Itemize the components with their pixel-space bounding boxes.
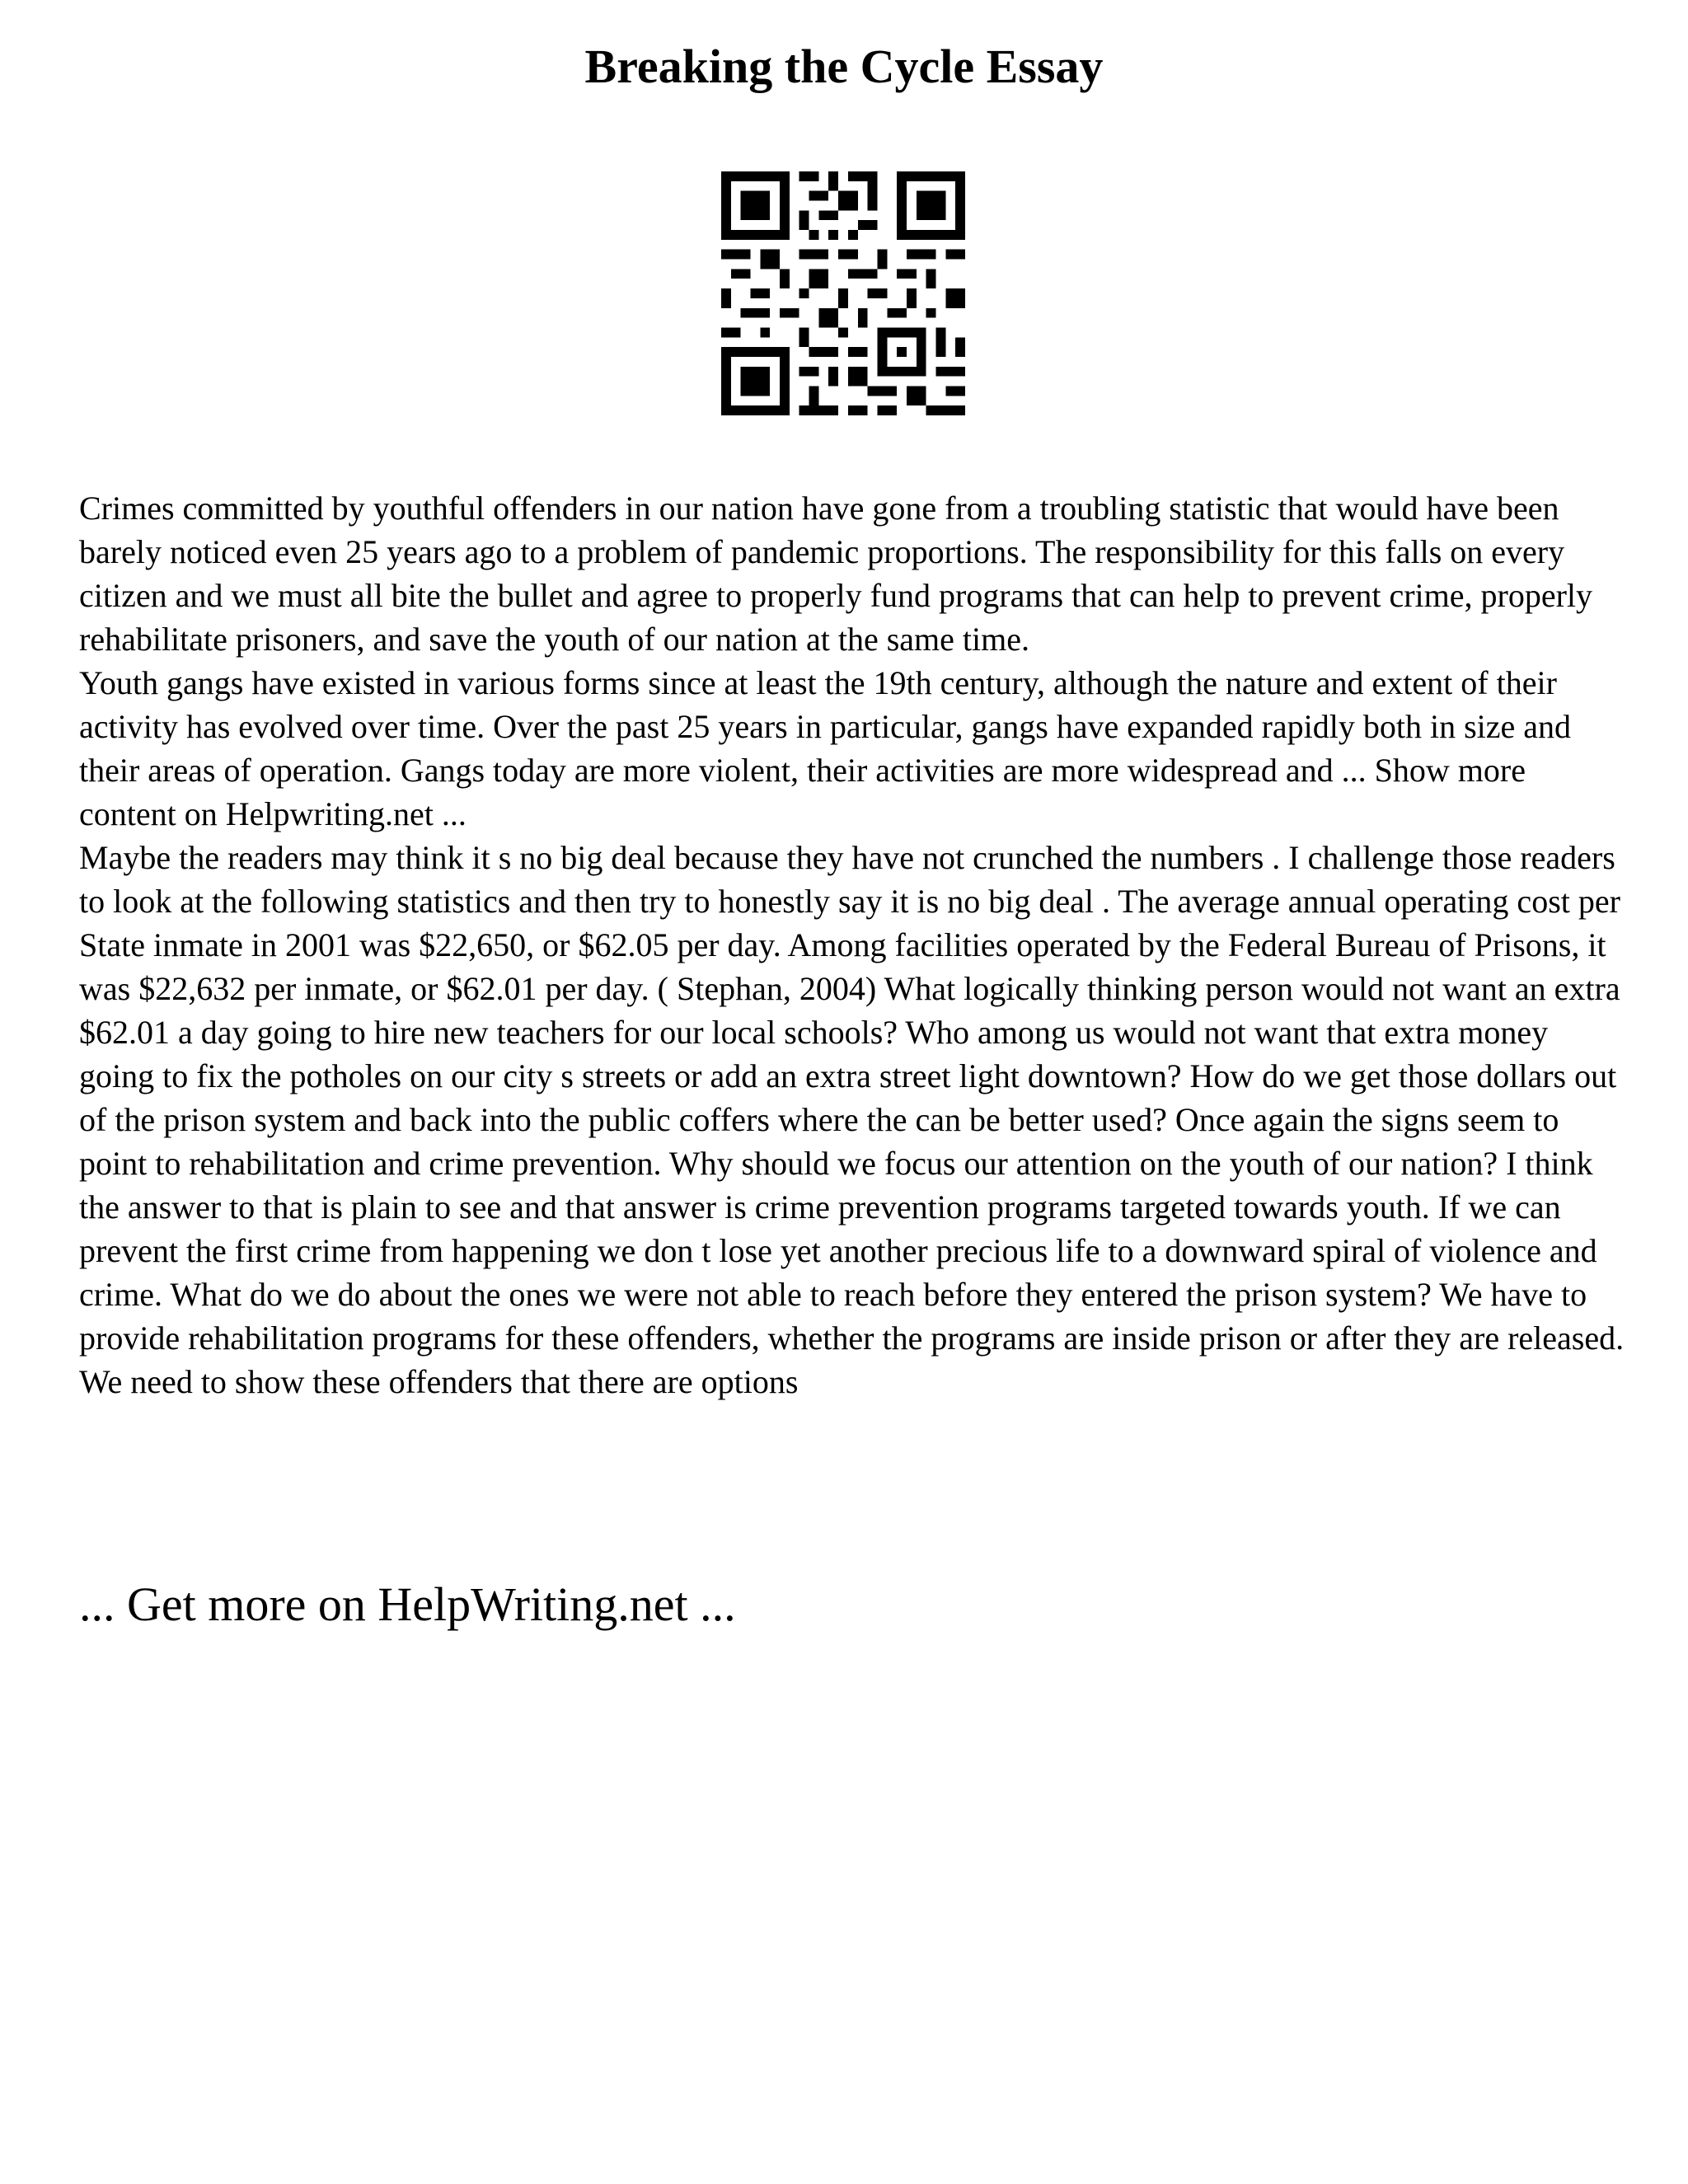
- qr-code-icon: [721, 171, 965, 415]
- essay-paragraph-1: Crimes committed by youthful offenders in our nation have gone from a troubling statistic that would have been barely noticed even 25 years ago to a problem of pandemic proportions. The responsibility for this falls on every citizen and we must all bite the bullet and agree to properly fund programs that can help to prevent crime, properly rehabilitate prisoners, and save the youth of our nation at the same time.: [79, 490, 1593, 658]
- get-more-link[interactable]: ... Get more on HelpWriting.net ...: [79, 1577, 736, 1631]
- essay-paragraph-3: Maybe the readers may think it s no big deal because they have not crunched the numbers . I challenge those readers to look at the following statistics and then try to honestly say it is no big deal . The average annual operating cost per State inmate in 2001 was $22,650, or $62.05 per day. Among facilities operated by the Federal Bureau of Prisons, it was $22,632 per inmate, or $62.01 per day. ( Stephan, 2004) What logically thinking person would not want an extra $62.01 a day going to hire new teachers for our local schools? Who among us would not want that extra money going to fix the potholes on our city s streets or add an extra street light downtown? How do we get those dollars out of the prison system and back into the public coffers where the can be better used? Once again the signs seem to point to rehabilitation and crime prevention. Why should we focus our attention on the youth of our nation? I think the answer to that is plain to see and that answer is crime prevention programs targeted towards youth. If we can prevent the first crime from happening we don t lose yet another precious life to a downward spiral of violence and crime. What do we do about the ones we were not able to reach before they entered the prison system? We have to provide rehabilitation programs for these offenders, whether the programs are inside prison or after they are released. We need to show these offenders that there are options: [79, 839, 1625, 1400]
- document-title: Breaking the Cycle Essay: [584, 40, 1104, 93]
- essay-paragraph-2: Youth gangs have existed in various forms since at least the 19th century, although the nature and extent of their activity has evolved over time. Over the past 25 years in particular, gangs have expanded rapidly both in size and their areas of operation. Gangs today are more violent, their activities are more widespread and ... Show more content on Helpwriting.net ...: [79, 664, 1572, 832]
- essay-body: [79, 486, 1629, 1404]
